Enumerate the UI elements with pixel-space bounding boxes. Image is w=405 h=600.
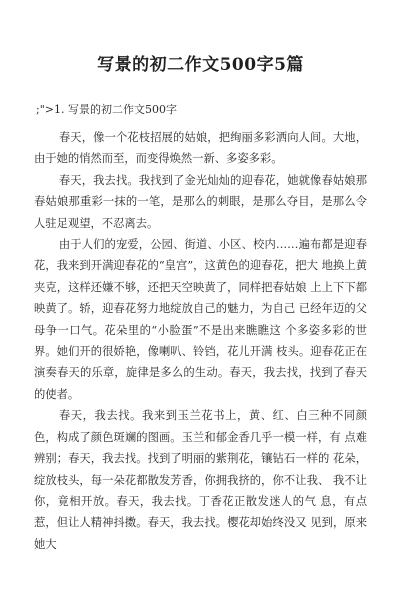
paragraph-4: 春天，我去找。我来到玉兰花书上，黄、红、白三种不同颜色，构成了颜色斑斓的图画。玉兰和郁金香几乎一模一样，有 点难辨别；春天，我去找。找到了明丽的紫荆花，镶钻石一样的 花朵，绽放枝头，每一朵花都散发芳香，你拥我挤的，你不让我、 我不让你，竟相开放。春天，我去找。丁香花正散发迷人的气 息，有点惹，但让人精神抖擞。春天，我去找。樱花却始终没又 见到，原来她大 <box>34 409 367 551</box>
paragraph-2: 春天，我去找。我找到了金光灿灿的迎春花，她就像春姑娘那春姑娘那重彩一抹的一笔，是那么的刺眼，是那么夺目，是那么令人驻足观望，不忍离去。 <box>34 173 367 230</box>
document-title: 写景的初二作文500字5篇 <box>97 55 304 75</box>
paragraph-3: 由于人们的宠爱，公园、街道、小区、校内……遍布都是迎春花，我来到开满迎春花的“皇宫”，这黄色的迎春花，把大 地换上黄夹克，这样还嫌不够，还把天空映黄了，同样把春姑娘 上上下下都映黄了。轿，迎春花努力地绽放自己的魅力，为自己 已经年迈的父母争一口气。花朵里的“小脸蛋”不是出来瞧瞧这 个多姿多彩的世界。她们开的很娇艳，像喇叭、铃铛，花儿开满 枝头。迎春花正在演奏春天的乐章，旋律是多么的生动。春天，我去找，找到了春天的使者。 <box>34 238 367 401</box>
paragraph-1: 春天，像一个花枝招展的姑娘，把绚丽多彩洒向人间。大地，由于她的悄然而至，而变得焕然一新、多姿多彩。 <box>34 131 367 166</box>
section-heading: ;">1. 写景的初二作文500字 <box>36 103 177 116</box>
